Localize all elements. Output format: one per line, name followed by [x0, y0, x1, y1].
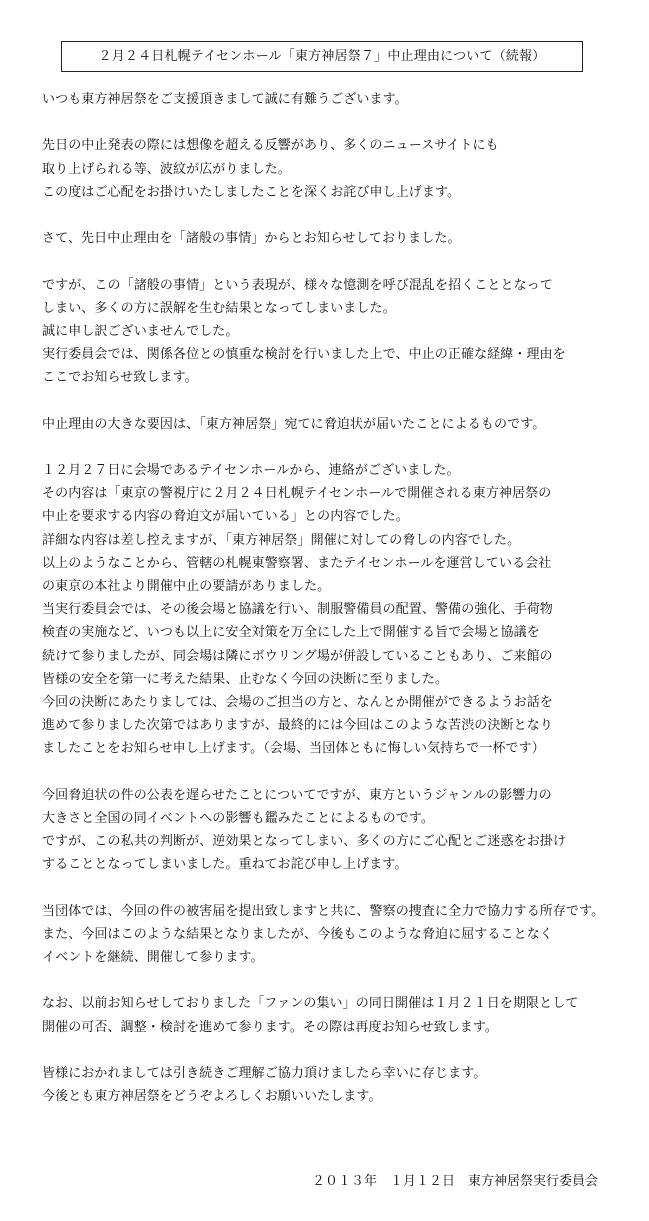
- text-line: 先日の中止発表の際には想像を超える反響があり、多くのニュースサイトにも: [42, 138, 499, 154]
- text-line: ましたことをお知らせ申し上げます。（会場、当団体ともに悔しい気持ちで一杯です）: [42, 741, 545, 757]
- paragraph: [42, 900, 642, 970]
- text-line: また、今回はこのような結果となりましたが、今後もこのような脅迫に屈することなく: [42, 926, 553, 942]
- paragraph-gap: [42, 760, 642, 783]
- paragraph-gap: [42, 389, 642, 412]
- text-line: ここでお知らせ致します。: [42, 370, 198, 386]
- text-line: その内容は「東京の警視庁に２月２４日札幌テイセンホールで開催される東方神居祭の: [42, 486, 552, 502]
- text-line: 中止を要求する内容の脅迫文が届いている」との内容でした。: [42, 509, 409, 525]
- paragraph: [42, 274, 642, 390]
- text-line: 当実行委員会では、その後会場と協議を行い、制服警備員の配置、警備の強化、手荷物: [42, 602, 553, 618]
- paragraph-gap: [42, 876, 642, 899]
- text-line: 皆様におかれましては引き続きご理解ご協力頂けましたら幸いに存じます。: [42, 1065, 487, 1081]
- text-line: 詳細な内容は差し控えますが、「東方神居祭」開催に対しての脅しの内容でした。: [42, 532, 521, 548]
- text-line: の東京の本社より開催中止の要請がありました。: [42, 578, 331, 594]
- paragraph-gap: [42, 1039, 642, 1062]
- text-line: 続けて参りましたが、同会場は隣にボウリング場が併設していることもあり、ご来館の: [42, 648, 553, 664]
- text-line: ですが、この私共の判断が、逆効果となってしまい、多くの方にご心配とご迷惑をお掛け: [42, 834, 567, 849]
- text-line: 検査の実施など、いつも以上に安全対策を万全にした上で開催する旨で会場と協議を: [42, 625, 540, 641]
- text-line: 中止理由の大きな要因は、「東方神居祭」宛てに脅迫状が届いたことによるものです。: [42, 416, 546, 432]
- text-line: しまい、多くの方に誤解を生む結果となってしまいました。: [42, 300, 396, 316]
- paragraph: [42, 992, 642, 1038]
- text-line: 大きさと全国の同イベントへの影響も鑑みたことによるものです。: [42, 810, 434, 826]
- document-body: [42, 88, 642, 1108]
- text-line: 開催の可否、調整・検討を進めて参ります。その際は再度お知らせ致します。: [42, 1019, 499, 1035]
- text-line: 実行委員会では、関係各位との慎重な検討を行いました上で、中止の正確な経緯・理由を: [42, 347, 566, 363]
- text-line: ですが、この「諸般の事情」という表現が、様々な憶測を呼び混乱を招くこととなって: [42, 277, 553, 293]
- text-line: 誠に申し訳ございませんでした。: [42, 323, 239, 339]
- text-line: １２月２７日に会場であるテイセンホールから、連絡がございました。: [42, 463, 460, 478]
- text-line: 今回の決断にあたりましては、会場のご担当の方と、なんとか開催ができるようお話を: [42, 694, 553, 710]
- document-signature: ２０１３年 １月１２日 東方神居祭実行委員会: [312, 1174, 599, 1189]
- text-line: することとなってしまいました。重ねてお詫び申し上げます。: [42, 857, 408, 873]
- text-line: 今回脅迫状の件の公表を遅らせたことについてですが、東方というジャンルの影響力の: [42, 787, 552, 803]
- text-line: さて、先日中止理由を「諸般の事情」からとお知らせしておりました。: [42, 231, 461, 247]
- paragraph-gap: [42, 204, 642, 227]
- paragraph: [42, 88, 642, 111]
- paragraph: [42, 134, 642, 204]
- text-line: なお、以前お知らせしておりました「ファンの集い」の同日開催は１月２１日を期限として: [42, 996, 579, 1012]
- text-line: いつも東方神居祭をご支援頂きまして誠に有難うございます。: [42, 92, 408, 107]
- paragraph: [42, 413, 642, 436]
- text-line: この度はご心配をお掛けいたしましたことを深くお詫び申し上げます。: [42, 184, 461, 200]
- text-line: イベントを継続、開催して参ります。: [42, 949, 264, 965]
- paragraph: [42, 1062, 642, 1108]
- paragraph: [42, 784, 642, 877]
- paragraph: [42, 227, 642, 250]
- paragraph-gap: [42, 969, 642, 992]
- paragraph-gap: [42, 436, 642, 459]
- text-line: 進めて参りました次第ではありますが、最終的には今回はこのような苦渋の決断となり: [42, 718, 553, 734]
- text-line: 取り上げられる等、波紋が広がりました。: [42, 161, 291, 177]
- paragraph: [42, 459, 642, 760]
- text-line: 今後とも東方神居祭をどうぞよろしくお願いいたします。: [42, 1089, 382, 1105]
- paragraph-gap: [42, 250, 642, 273]
- paragraph-gap: [42, 111, 642, 134]
- document-title: ２月２４日札幌テイセンホール「東方神居祭７」中止理由について（続報）: [61, 41, 583, 72]
- text-line: 当団体では、今回の件の被害届を提出致しますと共に、警察の捜査に全力で協力する所存です。: [42, 903, 605, 919]
- text-line: 以上のようなことから、管轄の札幌東警察署、またテイセンホールを運営している会社: [42, 555, 552, 571]
- text-line: 皆様の安全を第一に考えた結果、止むなく今回の決断に至りました。: [42, 671, 449, 687]
